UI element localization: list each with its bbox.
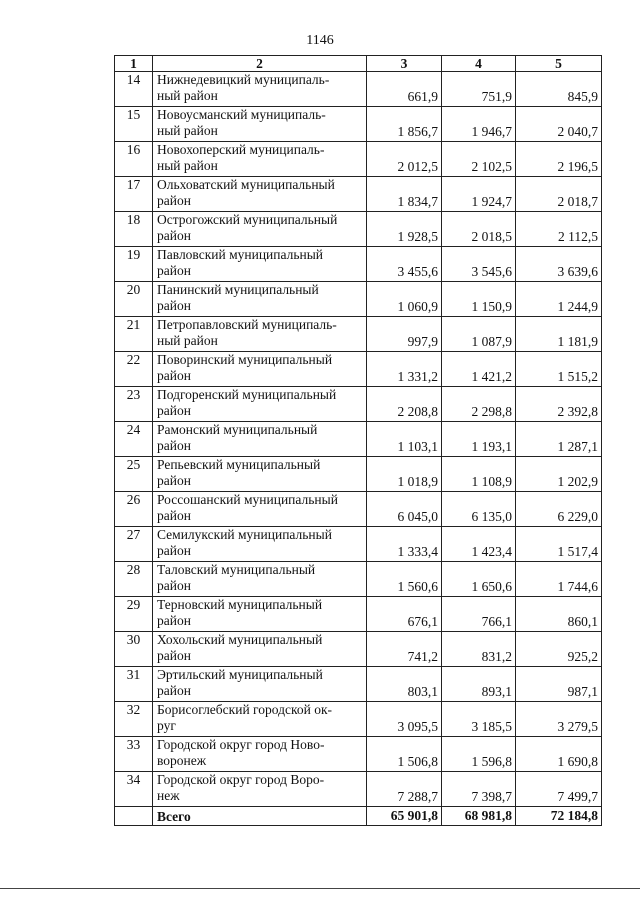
value-v3: 6 045,0	[367, 492, 442, 527]
district-name-line: Рамонский муниципальный	[157, 422, 318, 437]
value-v4: 2 298,8	[442, 387, 516, 422]
row-number: 19	[115, 247, 153, 282]
district-name-line: Нижнедевицкий муниципаль-	[157, 72, 330, 87]
district-name-line: Острогожский муниципальный	[157, 212, 338, 227]
value-v3: 1 928,5	[367, 212, 442, 247]
value-v4: 751,9	[442, 72, 516, 107]
value-v5: 1 517,4	[516, 527, 602, 562]
district-name-line: Хохольский муниципальный	[157, 632, 323, 647]
table-row	[115, 282, 602, 317]
district-name-line: Россошанский муниципальный	[157, 492, 338, 507]
row-number: 18	[115, 212, 153, 247]
table-row	[115, 212, 602, 247]
row-number: 14	[115, 72, 153, 107]
value-v5: 1 181,9	[516, 317, 602, 352]
value-v3: 741,2	[367, 632, 442, 667]
district-name-line: Павловский муниципальный	[157, 247, 324, 262]
value-v5: 1 515,2	[516, 352, 602, 387]
district-name-line: Поворинский муниципальный	[157, 352, 333, 367]
district-name-line: Новоусманский муниципаль-	[157, 107, 326, 122]
row-number: 17	[115, 177, 153, 212]
value-v5: 1 202,9	[516, 457, 602, 492]
total-row	[115, 807, 602, 826]
district-name-line: руг	[157, 718, 176, 733]
value-v3: 676,1	[367, 597, 442, 632]
district-name	[153, 422, 367, 457]
value-v5: 3 279,5	[516, 702, 602, 737]
row-number: 25	[115, 457, 153, 492]
value-v4: 3 545,6	[442, 247, 516, 282]
value-v4: 2 018,5	[442, 212, 516, 247]
district-name	[153, 527, 367, 562]
district-name	[153, 457, 367, 492]
value-v3: 7 288,7	[367, 772, 442, 807]
district-name-line: район	[157, 228, 191, 243]
table-row	[115, 317, 602, 352]
table-row	[115, 247, 602, 282]
district-name-line: Городской округ город Ново-	[157, 737, 325, 752]
value-v4: 1 924,7	[442, 177, 516, 212]
value-v4: 1 946,7	[442, 107, 516, 142]
row-number: 22	[115, 352, 153, 387]
district-name-line: ный район	[157, 123, 218, 138]
value-v4: 1 650,6	[442, 562, 516, 597]
district-name	[153, 247, 367, 282]
value-v3: 1 333,4	[367, 527, 442, 562]
value-v3: 1 060,9	[367, 282, 442, 317]
value-v4: 2 102,5	[442, 142, 516, 177]
value-v3: 2 208,8	[367, 387, 442, 422]
row-number: 26	[115, 492, 153, 527]
district-name	[153, 632, 367, 667]
district-name-line: ный район	[157, 88, 218, 103]
district-name-line: Панинский муниципальный	[157, 282, 319, 297]
value-v4: 831,2	[442, 632, 516, 667]
district-name	[153, 702, 367, 737]
total-number-cell	[115, 807, 153, 826]
value-v5: 2 196,5	[516, 142, 602, 177]
district-name-line: район	[157, 263, 191, 278]
value-v4: 1 108,9	[442, 457, 516, 492]
district-name	[153, 772, 367, 807]
district-name-line: Эртильский муниципальный	[157, 667, 323, 682]
value-v5: 2 040,7	[516, 107, 602, 142]
district-name-line: воронеж	[157, 753, 207, 768]
district-name-line: район	[157, 508, 191, 523]
row-number: 23	[115, 387, 153, 422]
row-number: 21	[115, 317, 153, 352]
table-row	[115, 562, 602, 597]
total-value-v5: 72 184,8	[516, 807, 602, 826]
table-row	[115, 352, 602, 387]
row-number: 30	[115, 632, 153, 667]
district-name-line: Новохоперский муниципаль-	[157, 142, 325, 157]
value-v4: 1 193,1	[442, 422, 516, 457]
value-v3: 1 856,7	[367, 107, 442, 142]
district-name-line: район	[157, 403, 191, 418]
district-name	[153, 177, 367, 212]
table-row	[115, 72, 602, 107]
district-name-line: Репьевский муниципальный	[157, 457, 321, 472]
column-header: 2	[153, 56, 367, 72]
row-number: 24	[115, 422, 153, 457]
district-name-line: район	[157, 648, 191, 663]
value-v4: 1 087,9	[442, 317, 516, 352]
value-v4: 1 150,9	[442, 282, 516, 317]
district-name-line: район	[157, 298, 191, 313]
table-body	[115, 72, 602, 826]
district-name-line: Подгоренский муниципальный	[157, 387, 337, 402]
value-v3: 1 103,1	[367, 422, 442, 457]
value-v3: 1 834,7	[367, 177, 442, 212]
row-number: 15	[115, 107, 153, 142]
row-number: 16	[115, 142, 153, 177]
value-v5: 925,2	[516, 632, 602, 667]
total-value-v4: 68 981,8	[442, 807, 516, 826]
row-number: 27	[115, 527, 153, 562]
table-row	[115, 667, 602, 702]
value-v5: 6 229,0	[516, 492, 602, 527]
table-row	[115, 527, 602, 562]
district-name-line: район	[157, 683, 191, 698]
value-v4: 7 398,7	[442, 772, 516, 807]
value-v5: 2 018,7	[516, 177, 602, 212]
page-number: 1146	[306, 33, 334, 48]
row-number: 20	[115, 282, 153, 317]
value-v5: 860,1	[516, 597, 602, 632]
table-row	[115, 632, 602, 667]
district-name	[153, 317, 367, 352]
district-name-line: район	[157, 193, 191, 208]
district-name-line: ный район	[157, 333, 218, 348]
column-header: 4	[442, 56, 516, 72]
district-name-line: район	[157, 368, 191, 383]
district-name	[153, 562, 367, 597]
district-name-line: Терновский муниципальный	[157, 597, 323, 612]
value-v3: 3 095,5	[367, 702, 442, 737]
value-v3: 1 560,6	[367, 562, 442, 597]
column-header: 1	[115, 56, 153, 72]
value-v5: 987,1	[516, 667, 602, 702]
table-row	[115, 457, 602, 492]
row-number: 32	[115, 702, 153, 737]
district-name	[153, 282, 367, 317]
total-value-v3: 65 901,8	[367, 807, 442, 826]
value-v4: 1 423,4	[442, 527, 516, 562]
value-v5: 3 639,6	[516, 247, 602, 282]
table-row	[115, 142, 602, 177]
table-header-row	[115, 56, 602, 72]
district-name-line: Борисоглебский городской ок-	[157, 702, 332, 717]
district-name	[153, 72, 367, 107]
value-v4: 6 135,0	[442, 492, 516, 527]
value-v4: 3 185,5	[442, 702, 516, 737]
district-name	[153, 667, 367, 702]
table-row	[115, 737, 602, 772]
value-v5: 2 112,5	[516, 212, 602, 247]
value-v3: 803,1	[367, 667, 442, 702]
value-v5: 845,9	[516, 72, 602, 107]
district-name	[153, 107, 367, 142]
value-v5: 1 244,9	[516, 282, 602, 317]
district-name-line: район	[157, 578, 191, 593]
district-name-line: Городской округ город Воро-	[157, 772, 325, 787]
table-row	[115, 422, 602, 457]
table-row	[115, 702, 602, 737]
value-v3: 1 018,9	[367, 457, 442, 492]
value-v3: 1 331,2	[367, 352, 442, 387]
value-v4: 893,1	[442, 667, 516, 702]
district-name-line: район	[157, 543, 191, 558]
value-v5: 1 690,8	[516, 737, 602, 772]
district-name	[153, 597, 367, 632]
value-v4: 1 421,2	[442, 352, 516, 387]
table-row	[115, 597, 602, 632]
value-v5: 2 392,8	[516, 387, 602, 422]
value-v3: 661,9	[367, 72, 442, 107]
row-number: 34	[115, 772, 153, 807]
value-v5: 7 499,7	[516, 772, 602, 807]
district-name-line: Петропавловский муниципаль-	[157, 317, 337, 332]
table-row	[115, 107, 602, 142]
row-number: 28	[115, 562, 153, 597]
total-label: Всего	[153, 807, 367, 826]
value-v5: 1 744,6	[516, 562, 602, 597]
column-header: 3	[367, 56, 442, 72]
value-v3: 997,9	[367, 317, 442, 352]
district-name-line: район	[157, 613, 191, 628]
district-name	[153, 212, 367, 247]
budget-table	[114, 55, 602, 826]
district-name-line: Ольховатский муниципальный	[157, 177, 335, 192]
row-number: 31	[115, 667, 153, 702]
row-number: 33	[115, 737, 153, 772]
table-row	[115, 492, 602, 527]
district-name-line: Таловский муниципальный	[157, 562, 316, 577]
column-header: 5	[516, 56, 602, 72]
row-number: 29	[115, 597, 153, 632]
district-name	[153, 492, 367, 527]
district-name	[153, 737, 367, 772]
value-v3: 1 506,8	[367, 737, 442, 772]
district-name-line: район	[157, 438, 191, 453]
district-name-line: неж	[157, 788, 180, 803]
table-row	[115, 772, 602, 807]
value-v4: 1 596,8	[442, 737, 516, 772]
district-name	[153, 352, 367, 387]
value-v5: 1 287,1	[516, 422, 602, 457]
district-name-line: район	[157, 473, 191, 488]
table-row	[115, 387, 602, 422]
table-row	[115, 177, 602, 212]
district-name	[153, 142, 367, 177]
value-v3: 3 455,6	[367, 247, 442, 282]
district-name	[153, 387, 367, 422]
district-name-line: ный район	[157, 158, 218, 173]
district-name-line: Семилукский муниципальный	[157, 527, 332, 542]
value-v4: 766,1	[442, 597, 516, 632]
value-v3: 2 012,5	[367, 142, 442, 177]
page-bottom-rule	[0, 888, 640, 889]
